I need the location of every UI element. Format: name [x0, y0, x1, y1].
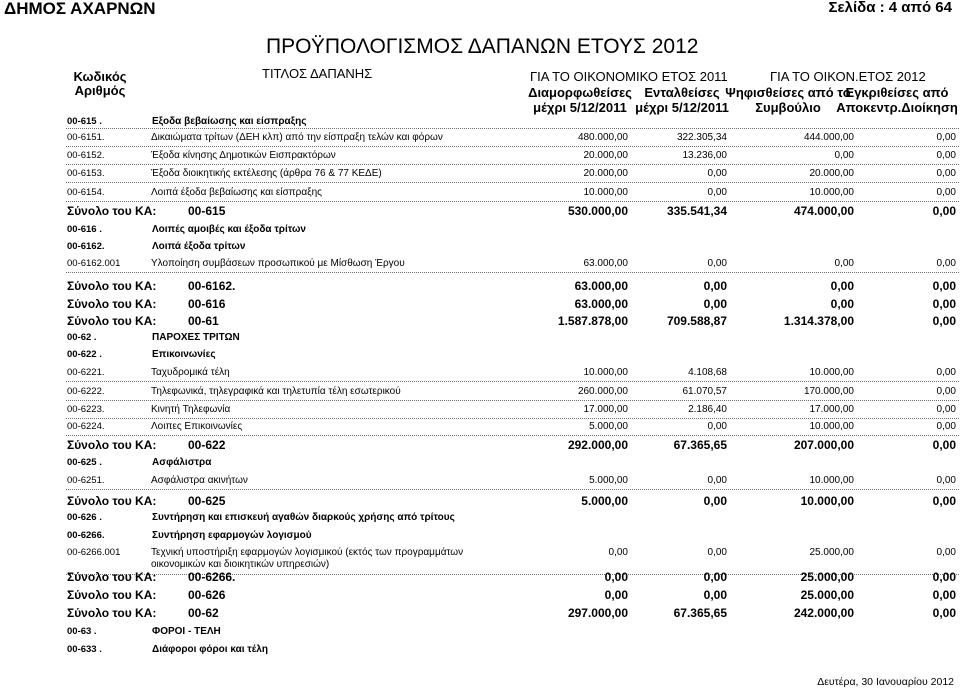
table-row [0, 186, 960, 202]
row-title: Δικαιώματα τρίτων (ΔΕΗ κλπ) από την είσπραξη τελών και φόρων [151, 132, 443, 143]
amount-approved: 0,00 [932, 606, 956, 620]
total-code: 00-6162. [188, 279, 236, 293]
section-heading-row [0, 331, 960, 347]
amount-ordered: 4.108,68 [688, 367, 727, 378]
page-number: Σελίδα : 4 από 64 [828, 0, 952, 16]
amount-voted: 474.000,00 [793, 204, 854, 218]
row-separator [66, 146, 959, 147]
heading-title: Επικοινωνίες [152, 349, 216, 360]
amount-voted: 10.000,00 [809, 475, 854, 486]
amount-ordered: 0,00 [703, 494, 727, 508]
row-separator [66, 201, 959, 202]
footer-date: Δευτέρα, 30 Ιανουαρίου 2012 [817, 676, 954, 688]
amount-approved: 0,00 [936, 258, 956, 269]
amount-formed: 63.000,00 [574, 279, 628, 293]
amount-approved: 0,00 [936, 187, 956, 198]
total-code: 00-615 [188, 204, 226, 218]
amount-voted: 10.000,00 [809, 367, 854, 378]
row-title: Έξοδα κίνησης Δημοτικών Εισπρακτόρων [151, 150, 336, 161]
total-label: Σύνολο του ΚΑ: [67, 570, 157, 584]
table-row [0, 474, 960, 490]
amount-voted: 170.000,00 [803, 386, 854, 397]
row-title-line2: οικονομικών και διοικητικών υπηρεσιών) [151, 559, 330, 570]
amount-ordered: 322.305,34 [676, 132, 727, 143]
amount-ordered: 335.541,34 [666, 204, 727, 218]
row-code: 00-6151. [67, 132, 105, 143]
row-title: Λοιπά έξοδα βεβαίωσης και είσπραξης [151, 187, 322, 198]
total-row [0, 438, 960, 454]
amount-voted: 10.000,00 [800, 494, 854, 508]
amount-approved: 0,00 [936, 132, 956, 143]
amount-voted: 0,00 [834, 150, 854, 161]
amount-voted: 25.000,00 [800, 588, 854, 602]
amount-voted: 10.000,00 [809, 187, 854, 198]
table-row [0, 403, 960, 419]
heading-title: Συντήρηση και επισκευή αγαθών διαρκούς χρήσης από τρίτους [152, 512, 455, 523]
table-row [0, 167, 960, 183]
total-label: Σύνολο του ΚΑ: [67, 606, 157, 620]
heading-title: Ασφάλιστρα [152, 457, 212, 468]
amount-ordered: 0,00 [707, 475, 727, 486]
amount-formed: 20.000,00 [583, 168, 628, 179]
amount-formed: 5.000,00 [589, 421, 628, 432]
amount-voted: 1.314.378,00 [783, 314, 854, 328]
row-title: Έξοδα διοικητικής εκτέλεσης (άρθρα 76 & 77 ΚΕΔΕ) [151, 168, 382, 179]
amount-voted: 0,00 [834, 258, 854, 269]
amount-ordered: 0,00 [707, 168, 727, 179]
municipality-name: ΔΗΜΟΣ ΑΧΑΡΝΩΝ [4, 0, 156, 18]
amount-approved: 0,00 [932, 204, 956, 218]
total-code: 00-616 [188, 297, 226, 311]
section-heading-row [0, 529, 960, 545]
total-label: Σύνολο του ΚΑ: [67, 588, 157, 602]
amount-approved: 0,00 [936, 367, 956, 378]
row-code: 00-6153. [67, 168, 105, 179]
amount-voted: 25.000,00 [809, 547, 854, 558]
heading-code: 00-615 . [67, 116, 102, 127]
total-row [0, 588, 960, 604]
amount-ordered: 67.365,65 [673, 606, 727, 620]
row-title: Λοιπες Επικοινωνίες [151, 421, 243, 432]
amount-formed: 17.000,00 [583, 404, 628, 415]
amount-voted: 444.000,00 [803, 132, 854, 143]
total-code: 00-62 [188, 606, 219, 620]
heading-code: 00-625 . [67, 457, 102, 468]
total-row [0, 606, 960, 622]
row-separator [66, 182, 959, 183]
col-voted-line2: Συμβούλιο [755, 100, 821, 115]
amount-formed: 297.000,00 [567, 606, 628, 620]
total-code: 00-626 [188, 588, 226, 602]
amount-approved: 0,00 [936, 475, 956, 486]
table-row [0, 131, 960, 147]
row-code: 00-6251. [67, 475, 105, 486]
heading-code: 00-622 . [67, 349, 102, 360]
total-label: Σύνολο του ΚΑ: [67, 297, 157, 311]
section-heading-row [0, 240, 960, 256]
amount-ordered: 13.236,00 [682, 150, 727, 161]
total-label: Σύνολο του ΚΑ: [67, 204, 157, 218]
heading-title: Συντήρηση εφαρμογών λογισμού [152, 530, 312, 541]
heading-code: 00-6162. [67, 241, 105, 252]
section-heading-row [0, 223, 960, 239]
total-row [0, 297, 960, 313]
amount-formed: 63.000,00 [574, 297, 628, 311]
heading-title: ΠΑΡΟΧΕΣ ΤΡΙΤΩΝ [152, 332, 240, 343]
row-title: Ασφάλιστρα ακινήτων [151, 475, 248, 486]
total-row [0, 570, 960, 586]
total-row [0, 314, 960, 330]
total-label: Σύνολο του ΚΑ: [67, 314, 157, 328]
amount-voted: 10.000,00 [809, 421, 854, 432]
amount-ordered: 0,00 [707, 187, 727, 198]
row-separator [66, 272, 959, 273]
amount-approved: 0,00 [936, 150, 956, 161]
amount-ordered: 709.588,87 [666, 314, 727, 328]
table-row [0, 385, 960, 401]
col-group-2011: ΓΙΑ ΤΟ ΟΙΚΟΝΟΜΙΚΟ ΕΤΟΣ 2011 [530, 69, 728, 84]
amount-ordered: 0,00 [703, 279, 727, 293]
total-row [0, 494, 960, 510]
row-title: Τηλεφωνικά, τηλεγραφικά και τηλετυπία τέλη εσωτερικού [151, 386, 401, 397]
row-separator [66, 381, 959, 382]
row-separator [66, 489, 959, 490]
amount-approved: 0,00 [936, 386, 956, 397]
table-row [0, 366, 960, 382]
section-heading-row [0, 348, 960, 364]
amount-formed: 0,00 [604, 570, 628, 584]
amount-formed: 260.000,00 [577, 386, 628, 397]
col-title: ΤΙΤΛΟΣ ΔΑΠΑΝΗΣ [262, 66, 373, 81]
total-code: 00-625 [188, 494, 226, 508]
heading-title: Εξοδα βεβαίωσης και είσπραξης [152, 116, 307, 127]
heading-title: Διάφοροι φόροι και τέλη [152, 644, 268, 655]
total-code: 00-622 [188, 438, 226, 452]
col-formed-line1: Διαμορφωθείσες [528, 85, 632, 100]
amount-ordered: 67.365,65 [673, 438, 727, 452]
amount-formed: 5.000,00 [581, 494, 628, 508]
total-row [0, 279, 960, 295]
amount-formed: 292.000,00 [567, 438, 628, 452]
amount-voted: 25.000,00 [800, 570, 854, 584]
amount-formed: 530.000,00 [567, 204, 628, 218]
table-row [0, 257, 960, 273]
total-code: 00-6266. [188, 570, 236, 584]
amount-approved: 0,00 [932, 314, 956, 328]
col-code-line2: Αριθμός [74, 83, 126, 98]
amount-approved: 0,00 [932, 570, 956, 584]
total-row [0, 204, 960, 220]
amount-ordered: 2.186,40 [688, 404, 727, 415]
amount-approved: 0,00 [936, 547, 956, 558]
col-approved-line1: Εγκριθείσες από [845, 85, 949, 100]
row-code: 00-6222. [67, 386, 105, 397]
row-code: 00-6224. [67, 421, 105, 432]
section-heading-row [0, 643, 960, 659]
amount-approved: 0,00 [936, 404, 956, 415]
total-code: 00-61 [188, 314, 219, 328]
table-row [0, 420, 960, 436]
table-row [0, 546, 960, 570]
row-code: 00-6266.001 [67, 547, 121, 558]
col-voted-line1: Ψηφισθείσες από το [725, 85, 851, 100]
row-code: 00-6154. [67, 187, 105, 198]
row-code: 00-6223. [67, 404, 105, 415]
section-heading-row [0, 625, 960, 641]
row-separator [66, 435, 959, 436]
amount-voted: 207.000,00 [793, 438, 854, 452]
heading-code: 00-6266. [67, 530, 105, 541]
amount-approved: 0,00 [932, 494, 956, 508]
amount-formed: 5.000,00 [589, 475, 628, 486]
total-label: Σύνολο του ΚΑ: [67, 438, 157, 452]
amount-ordered: 0,00 [707, 421, 727, 432]
row-code: 00-6221. [67, 367, 105, 378]
amount-formed: 480.000,00 [577, 132, 628, 143]
heading-code: 00-633 . [67, 644, 102, 655]
amount-voted: 0,00 [830, 279, 854, 293]
heading-title: Λοιπές αμοιβές και έξοδα τρίτων [152, 224, 306, 235]
amount-ordered: 0,00 [703, 297, 727, 311]
heading-code: 00-63 . [67, 626, 97, 637]
row-separator [66, 418, 959, 419]
amount-ordered: 0,00 [703, 588, 727, 602]
row-code: 00-6162.001 [67, 258, 121, 269]
col-group-2012: ΓΙΑ ΤΟ ΟΙΚΟΝ.ΕΤΟΣ 2012 [770, 69, 926, 84]
section-heading-row [0, 511, 960, 527]
page-title: ΠΡΟΫΠΟΛΟΓΙΣΜΟΣ ΔΑΠΑΝΩΝ ΕΤΟΥΣ 2012 [266, 35, 699, 58]
heading-title: Λοιπά έξοδα τρίτων [152, 241, 246, 252]
amount-ordered: 61.070,57 [682, 386, 727, 397]
amount-ordered: 0,00 [703, 570, 727, 584]
amount-voted: 0,00 [830, 297, 854, 311]
amount-ordered: 0,00 [707, 547, 727, 558]
row-title: Κινητή Τηλεφωνία [151, 404, 231, 415]
amount-approved: 0,00 [932, 279, 956, 293]
table-row [0, 149, 960, 165]
amount-voted: 20.000,00 [809, 168, 854, 179]
amount-voted: 17.000,00 [809, 404, 854, 415]
amount-formed: 0,00 [604, 588, 628, 602]
row-code: 00-6152. [67, 150, 105, 161]
row-title: Τεχνική υποστήριξη εφαρμογών λογισμικού (εκτός των προγραμμάτων [151, 547, 464, 558]
row-separator [66, 400, 959, 401]
col-ordered-line1: Ενταλθείσες [644, 85, 720, 100]
amount-approved: 0,00 [936, 421, 956, 432]
total-label: Σύνολο του ΚΑ: [67, 279, 157, 293]
col-ordered-line2: μέχρι 5/12/2011 [635, 100, 729, 115]
col-approved-line2: Αποκεντρ.Διοίκηση [836, 100, 958, 115]
row-title: Υλοποίηση συμβάσεων προσωπικού με Μίσθωση Έργου [151, 258, 405, 269]
heading-title: ΦΟΡΟΙ - ΤΕΛΗ [152, 626, 221, 637]
amount-approved: 0,00 [932, 588, 956, 602]
amount-formed: 1.587.878,00 [557, 314, 628, 328]
col-formed-line2: μέχρι 5/12/2011 [533, 100, 627, 115]
amount-voted: 242.000,00 [793, 606, 854, 620]
amount-approved: 0,00 [936, 168, 956, 179]
amount-formed: 10.000,00 [583, 367, 628, 378]
total-label: Σύνολο του ΚΑ: [67, 494, 157, 508]
heading-code: 00-626 . [67, 512, 102, 523]
row-separator [66, 128, 959, 129]
heading-code: 00-62 . [67, 332, 97, 343]
amount-formed: 0,00 [608, 547, 628, 558]
heading-code: 00-616 . [67, 224, 102, 235]
amount-formed: 10.000,00 [583, 187, 628, 198]
section-heading-row [0, 456, 960, 472]
amount-formed: 63.000,00 [583, 258, 628, 269]
row-separator [66, 164, 959, 165]
row-title: Ταχυδρομικά τέλη [151, 367, 230, 378]
amount-approved: 0,00 [932, 438, 956, 452]
col-code-line1: Κωδικός [73, 69, 127, 84]
amount-approved: 0,00 [932, 297, 956, 311]
amount-formed: 20.000,00 [583, 150, 628, 161]
amount-ordered: 0,00 [707, 258, 727, 269]
